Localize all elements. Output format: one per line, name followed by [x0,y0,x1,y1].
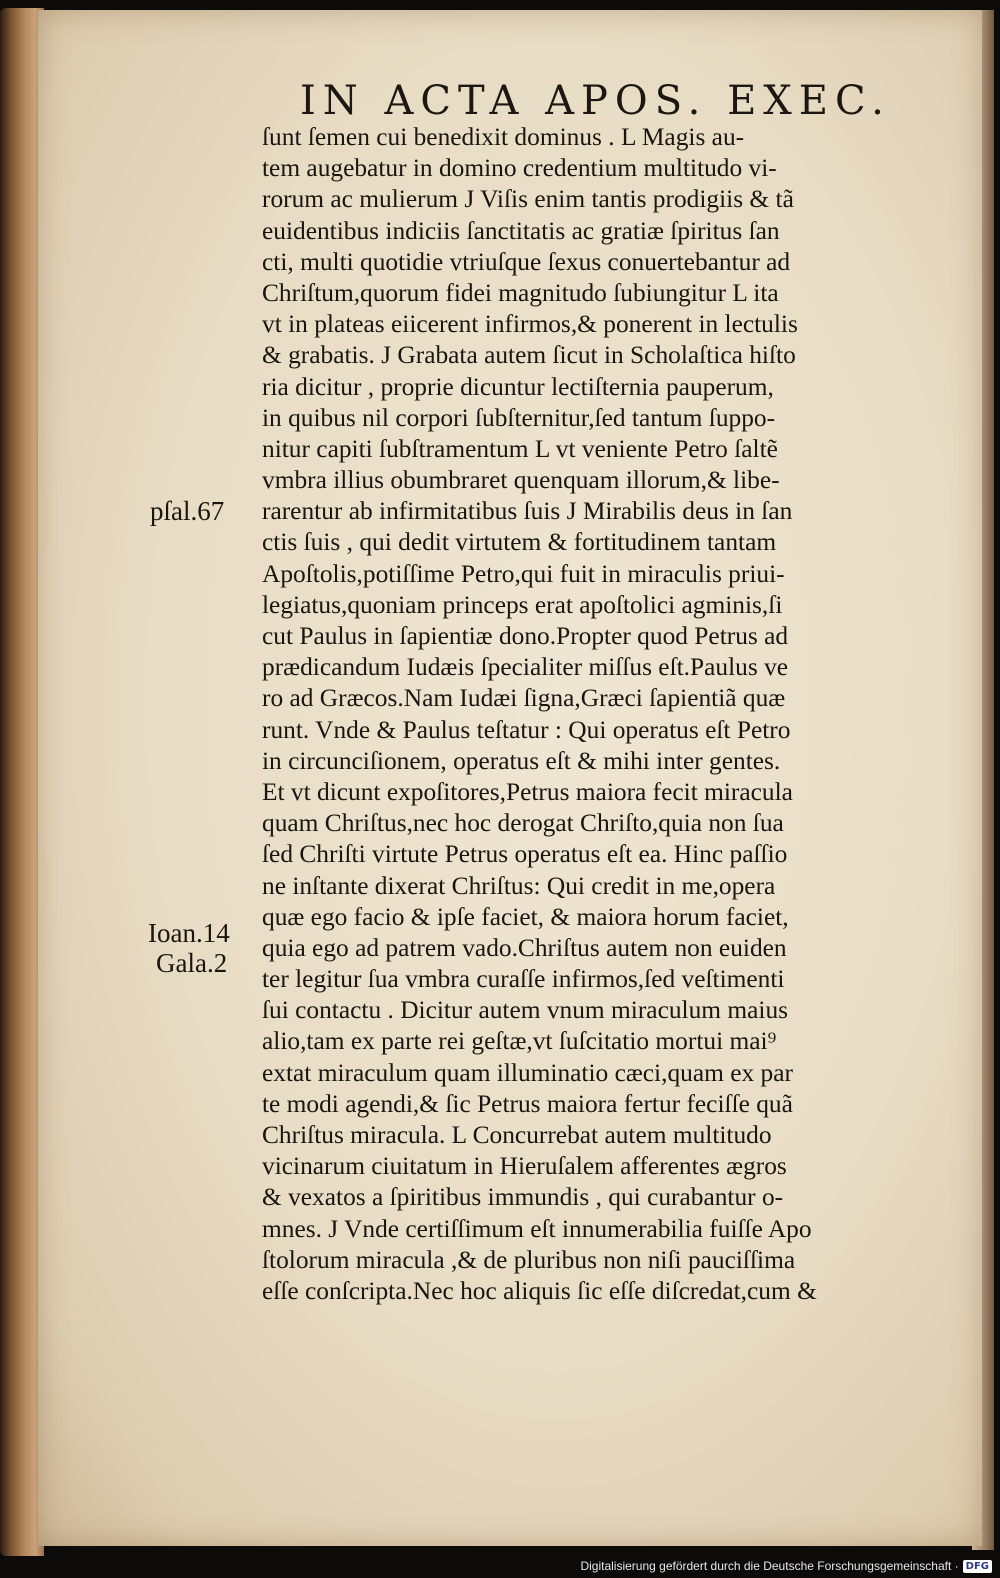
margin-note-john: Ioan.14 [148,918,230,948]
text-line: & grabatis. J Grabata autem ſicut in Scholaſtica hiſto [262,341,796,370]
text-line: legiatus,quoniam princeps erat apoſtolici agminis,ſi [262,590,783,619]
text-line: rarentur ab infirmitatibus ſuis J Mirabilis deus in ſan [262,497,793,526]
text-line: vmbra illius obumbraret quenquam illorum,& libe- [262,466,780,495]
text-line: ter legitur ſua vmbra curaſſe infirmos,ſed veſtimenti [262,965,785,994]
text-line: ſed Chriſti virtute Petrus operatus eſt ea. Hinc paſſio [262,840,788,869]
running-head: IN ACTA APOS. EXEC. [300,78,891,124]
text-line: mnes. J Vnde certiſſimum eſt innumerabilia fuiſſe Apo [262,1214,812,1243]
text-line: & vexatos a ſpiritibus immundis , qui curabantur o- [262,1183,784,1212]
text-line: alio,tam ex parte rei geſtæ,vt ſuſcitatio mortui mai⁹ [262,1027,777,1056]
text-line: Chriſtus miracula. L Concurrebat autem multitudo [262,1121,772,1149]
text-line: cut Paulus in ſapientiæ dono.Propter quod Petrus ad [262,622,789,650]
body-text [262,122,942,1307]
text-line: extat miraculum quam illuminatio cæci,quam ex par [262,1058,793,1087]
text-line: cti, multi quotidie vtriuſque ſexus conuertebantur ad [262,247,791,276]
text-line: nitur capiti ſubſtramentum L vt veniente Petro ſaltẽ [262,434,778,463]
text-line: rorum ac mulierum J Viſis enim tantis prodigiis & tã [262,185,794,214]
text-line: ſui contactu . Dicitur autem vnum miraculum maius [262,996,789,1025]
footer-text: Digitalisierung gefördert durch die Deutsche Forschungsgemeinschaft · [580,1559,959,1573]
margin-note-psalm: pſal.67 [150,496,225,526]
text-line: Chriſtum,quorum fidei magnitudo ſubiungitur L ita [262,278,779,307]
text-line: ria dicitur , proprie dicuntur lectiſternia pauperum, [262,372,774,401]
text-line: ne inſtante dixerat Chriſtus: Qui credit in me,opera [262,871,776,900]
text-line: quæ ego facio & ipſe faciet, & maiora horum faciet, [262,902,789,931]
text-line: in quibus nil corpori ſubſternitur,ſed tantum ſuppo- [262,403,776,432]
text-line: ctis ſuis , qui dedit virtutem & fortitudinem tantam [262,528,777,557]
text-line: quia ego ad patrem vado.Chriſtus autem non euiden [262,933,787,962]
footer-credit [580,1556,992,1576]
margin-note-galatians: Gala.2 [156,948,228,978]
text-line: tem augebatur in domino credentium multitudo vi- [262,154,777,183]
dfg-logo: DFG [963,1560,992,1573]
text-line: ſtolorum miracula ,& de pluribus non niſi pauciſſima [262,1245,796,1274]
text-line: euidentibus indiciis ſanctitatis ac gratiæ ſpiritus ſan [262,216,780,245]
text-line: Et vt dicunt expoſitores,Petrus maiora fecit miracula [262,777,793,806]
text-line: prædicandum Iudæis ſpecialiter miſſus eſt.Paulus ve [262,653,789,682]
text-line: vicinarum ciuitatum in Hieruſalem afferentes ægros [262,1152,787,1181]
text-line: vt in plateas eiicerent infirmos,& ponerent in lectulis [262,310,798,339]
text-line: te modi agendi,& ſic Petrus maiora fertur feciſſe quã [262,1089,793,1118]
text-line: Apoſtolis,potiſſime Petro,qui fuit in miraculis priui- [262,559,785,588]
text-line: eſſe conſcripta.Nec hoc aliquis ſic eſſe diſcredat,cum & [262,1276,817,1305]
text-line: in circunciſionem, operatus eſt & mihi inter gentes. [262,746,781,775]
text-line: ro ad Græcos.Nam Iudæi ſigna,Græci ſapientiã quæ [262,684,786,713]
text-line: quam Chriſtus,nec hoc derogat Chriſto,quia non ſua [262,809,784,838]
text-line: ſunt ſemen cui benedixit dominus . L Magis au- [262,123,745,151]
text-line: runt. Vnde & Paulus teſtatur : Qui operatus eſt Petro [262,715,791,744]
